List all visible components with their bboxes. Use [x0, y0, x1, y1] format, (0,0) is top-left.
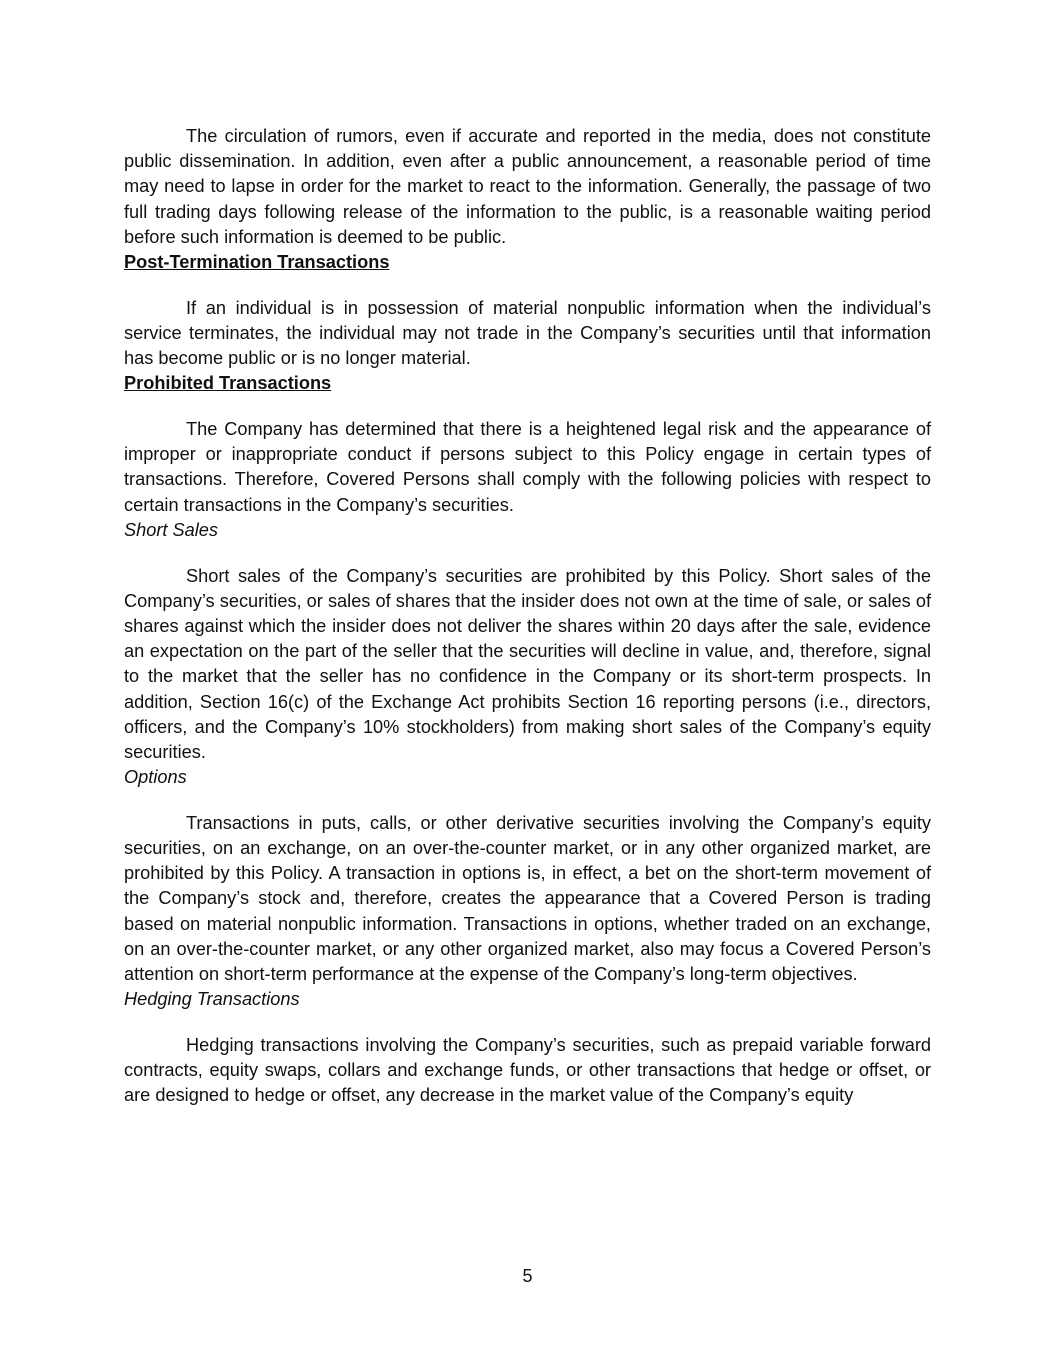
heading-prohibited-transactions: Prohibited Transactions	[124, 373, 332, 394]
paragraph-public-dissemination: The circulation of rumors, even if accurate and reported in the media, does not constitute public dissemination. In addition, even after a public announcement, a reasonable period of time may need to lapse in order for the market to react to the information. Generally, the passage of two full trading days following release of the information to the public, is a reasonable waiting period before such information is deemed to be public.	[124, 126, 931, 247]
subheading-hedging-transactions: Hedging Transactions	[124, 989, 300, 1010]
heading-post-termination-transactions: Post-Termination Transactions	[124, 252, 390, 273]
document-page	[124, 124, 931, 1109]
subheading-short-sales: Short Sales	[124, 519, 219, 540]
page-number: 5	[522, 1266, 533, 1286]
paragraph-hedging-transactions: Hedging transactions involving the Company’s securities, such as prepaid variable forward contracts, equity swaps, collars and exchange funds, or other transactions that hedge or offset, or are designed to hedge or offset, any decrease in the market value of the Company’s equity	[124, 1035, 931, 1106]
paragraph-short-sales: Short sales of the Company’s securities are prohibited by this Policy. Short sales of the Company’s securities, or sales of shares that the insider does not own at the time of sale, or sales of shares against which the insider does not deliver the shares within 20 days after the sale, evidence an expectation on the part of the seller that the securities will decline in value, and, therefore, signal to the market that the seller has no confidence in the Company or its short-term prospects. In addition, Section 16(c) of the Exchange Act prohibits Section 16 reporting persons (i.e., directors, officers, and the Company’s 10% stockholders) from making short sales of the Company’s equity securities.	[124, 565, 931, 762]
paragraph-post-termination: If an individual is in possession of material nonpublic information when the individual’s service terminates, the individual may not trade in the Company’s securities until that information has become public or is no longer material.	[124, 297, 931, 369]
paragraph-options: Transactions in puts, calls, or other derivative securities involving the Company’s equity securities, on an exchange, on an over-the-counter market, or in any other organized market, are prohibited by this Policy. A transaction in options is, in effect, a bet on the short-term movement of the Company’s stock and, therefore, creates the appearance that a Covered Person is trading based on material nonpublic information. Transactions in options, whether traded on an exchange, on an over-the-counter market, or any other organized market, also may focus a Covered Person’s attention on short-term performance at the expense of the Company’s long-term objectives.	[124, 812, 931, 985]
subheading-options: Options	[124, 767, 187, 788]
paragraph-prohibited-transactions: The Company has determined that there is a heightened legal risk and the appearance of improper or inappropriate conduct if persons subject to this Policy engage in certain types of transactions. Therefore, Covered Persons shall comply with the following policies with respect to certain transactions in the Company’s securities.	[124, 419, 931, 515]
